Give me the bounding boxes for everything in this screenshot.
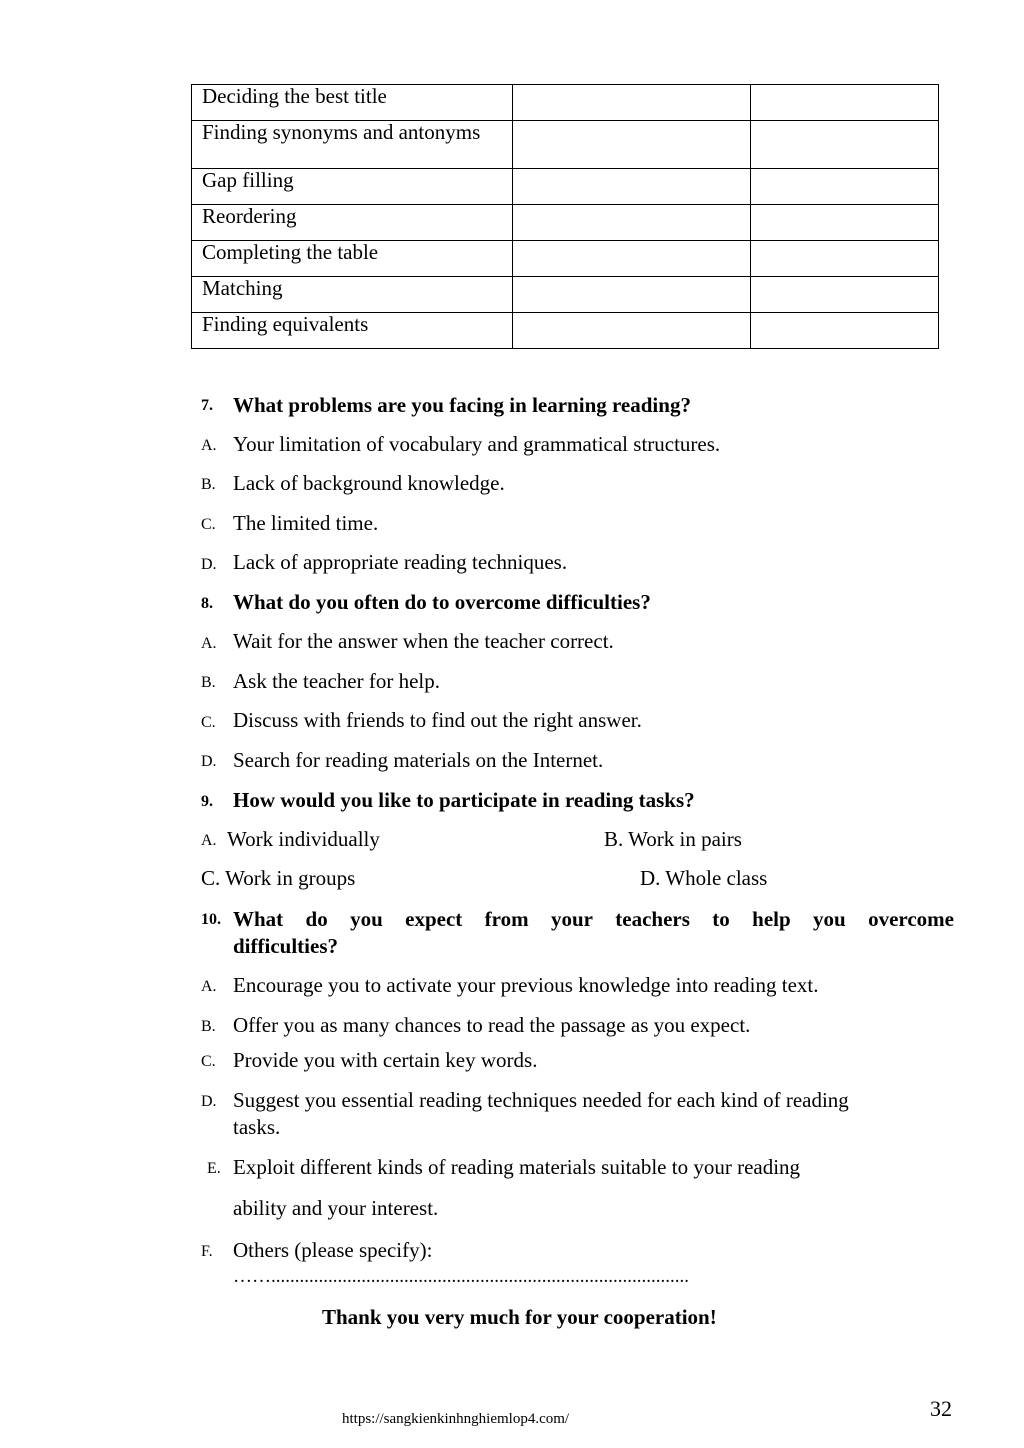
table-body bbox=[192, 85, 939, 349]
q7-option-c-letter: C. bbox=[201, 516, 216, 533]
blank-cell bbox=[751, 169, 939, 205]
task-label-cell: Matching bbox=[192, 277, 513, 313]
q8-option-a: Wait for the answer when the teacher correct. bbox=[233, 629, 614, 653]
q7-question: What problems are you facing in learning reading? bbox=[233, 393, 691, 417]
blank-cell bbox=[513, 313, 751, 349]
q8-option-b: Ask the teacher for help. bbox=[233, 669, 440, 693]
q10-option-a: Encourage you to activate your previous knowledge into reading text. bbox=[233, 973, 819, 997]
q10-word: to bbox=[712, 907, 730, 931]
q8-option-a-letter: A. bbox=[201, 635, 217, 652]
table-row bbox=[192, 121, 939, 169]
q7-option-a-letter: A. bbox=[201, 437, 217, 454]
q10-option-e-letter: E. bbox=[207, 1160, 221, 1177]
q10-option-d-cont: tasks. bbox=[233, 1115, 281, 1139]
q9-number: 9. bbox=[201, 793, 213, 810]
q10-option-f-letter: F. bbox=[201, 1243, 213, 1260]
q10-option-c: Provide you with certain key words. bbox=[233, 1048, 538, 1072]
q10-number: 10. bbox=[201, 911, 221, 928]
q10-question-line2: difficulties? bbox=[233, 934, 338, 958]
q10-word: your bbox=[550, 907, 593, 931]
q10-option-a-letter: A. bbox=[201, 978, 217, 995]
q10-word: teachers bbox=[615, 907, 690, 931]
q7-option-b-letter: B. bbox=[201, 476, 216, 493]
q9-question: How would you like to participate in reading tasks? bbox=[233, 788, 695, 812]
task-label-cell: Finding synonyms and antonyms bbox=[192, 121, 513, 169]
task-label-cell: Gap filling bbox=[192, 169, 513, 205]
q10-word: you bbox=[813, 907, 846, 931]
q10-word: help bbox=[752, 907, 791, 931]
task-label-cell: Finding equivalents bbox=[192, 313, 513, 349]
q8-option-c: Discuss with friends to find out the right answer. bbox=[233, 708, 642, 732]
table-row bbox=[192, 277, 939, 313]
blank-cell bbox=[751, 85, 939, 121]
blank-cell bbox=[751, 205, 939, 241]
q10-option-f: Others (please specify): bbox=[233, 1238, 433, 1262]
q9-option-b: B. Work in pairs bbox=[604, 827, 742, 851]
footer-url: https://sangkienkinhnghiemlop4.com/ bbox=[342, 1411, 570, 1427]
blank-cell bbox=[751, 241, 939, 277]
table-row bbox=[192, 241, 939, 277]
table-row bbox=[192, 205, 939, 241]
q8-option-d: Search for reading materials on the Internet. bbox=[233, 748, 604, 772]
blank-cell bbox=[751, 313, 939, 349]
q10-word: expect bbox=[405, 907, 463, 931]
q8-option-c-letter: C. bbox=[201, 714, 216, 731]
task-label-cell: Reordering bbox=[192, 205, 513, 241]
q8-number: 8. bbox=[201, 595, 213, 612]
task-label-cell: Deciding the best title bbox=[192, 85, 513, 121]
q7-option-d: Lack of appropriate reading techniques. bbox=[233, 550, 568, 574]
q7-option-d-letter: D. bbox=[201, 556, 217, 573]
blank-cell bbox=[513, 85, 751, 121]
q10-word: do bbox=[305, 907, 328, 931]
q10-word: What bbox=[233, 907, 284, 931]
q7-option-b: Lack of background knowledge. bbox=[233, 471, 505, 495]
q10-option-e-cont: ability and your interest. bbox=[233, 1196, 439, 1220]
blank-cell bbox=[513, 121, 751, 169]
blank-cell bbox=[513, 277, 751, 313]
q10-word: from bbox=[484, 907, 529, 931]
table-row bbox=[192, 313, 939, 349]
q7-option-a: Your limitation of vocabulary and grammatical structures. bbox=[233, 432, 721, 456]
q7-number: 7. bbox=[201, 397, 213, 414]
blank-cell bbox=[513, 169, 751, 205]
closing-thanks: Thank you very much for your cooperation! bbox=[322, 1305, 717, 1329]
table-row bbox=[192, 169, 939, 205]
blank-cell bbox=[513, 205, 751, 241]
task-label-cell: Completing the table bbox=[192, 241, 513, 277]
q9-option-a-letter: A. bbox=[201, 832, 217, 849]
q10-question bbox=[233, 906, 954, 960]
table-row bbox=[192, 85, 939, 121]
reading-tasks-table bbox=[191, 84, 939, 349]
q10-option-b-letter: B. bbox=[201, 1018, 216, 1035]
q10-word: overcome bbox=[868, 907, 954, 931]
q10-question-line1 bbox=[233, 906, 954, 933]
q8-option-b-letter: B. bbox=[201, 674, 216, 691]
q10-option-c-letter: C. bbox=[201, 1053, 216, 1070]
q8-question: What do you often do to overcome difficulties? bbox=[233, 590, 651, 614]
blank-cell bbox=[751, 121, 939, 169]
q10-option-d-letter: D. bbox=[201, 1093, 217, 1110]
blank-cell bbox=[751, 277, 939, 313]
q10-option-b: Offer you as many chances to read the passage as you expect. bbox=[233, 1013, 751, 1037]
q9-option-d: D. Whole class bbox=[640, 866, 768, 890]
q10-option-e: Exploit different kinds of reading materials suitable to your reading bbox=[233, 1155, 801, 1179]
page-number: 32 bbox=[930, 1396, 952, 1421]
q10-option-d: Suggest you essential reading techniques needed for each kind of reading bbox=[233, 1088, 849, 1112]
q9-option-c: C. Work in groups bbox=[201, 866, 356, 890]
q10-word: you bbox=[350, 907, 383, 931]
q8-option-d-letter: D. bbox=[201, 753, 217, 770]
blank-cell bbox=[513, 241, 751, 277]
q7-option-c: The limited time. bbox=[233, 511, 379, 535]
q9-option-a: Work individually bbox=[227, 827, 380, 851]
q10-option-f-fill-line: ……........................................................................................ bbox=[233, 1266, 689, 1287]
